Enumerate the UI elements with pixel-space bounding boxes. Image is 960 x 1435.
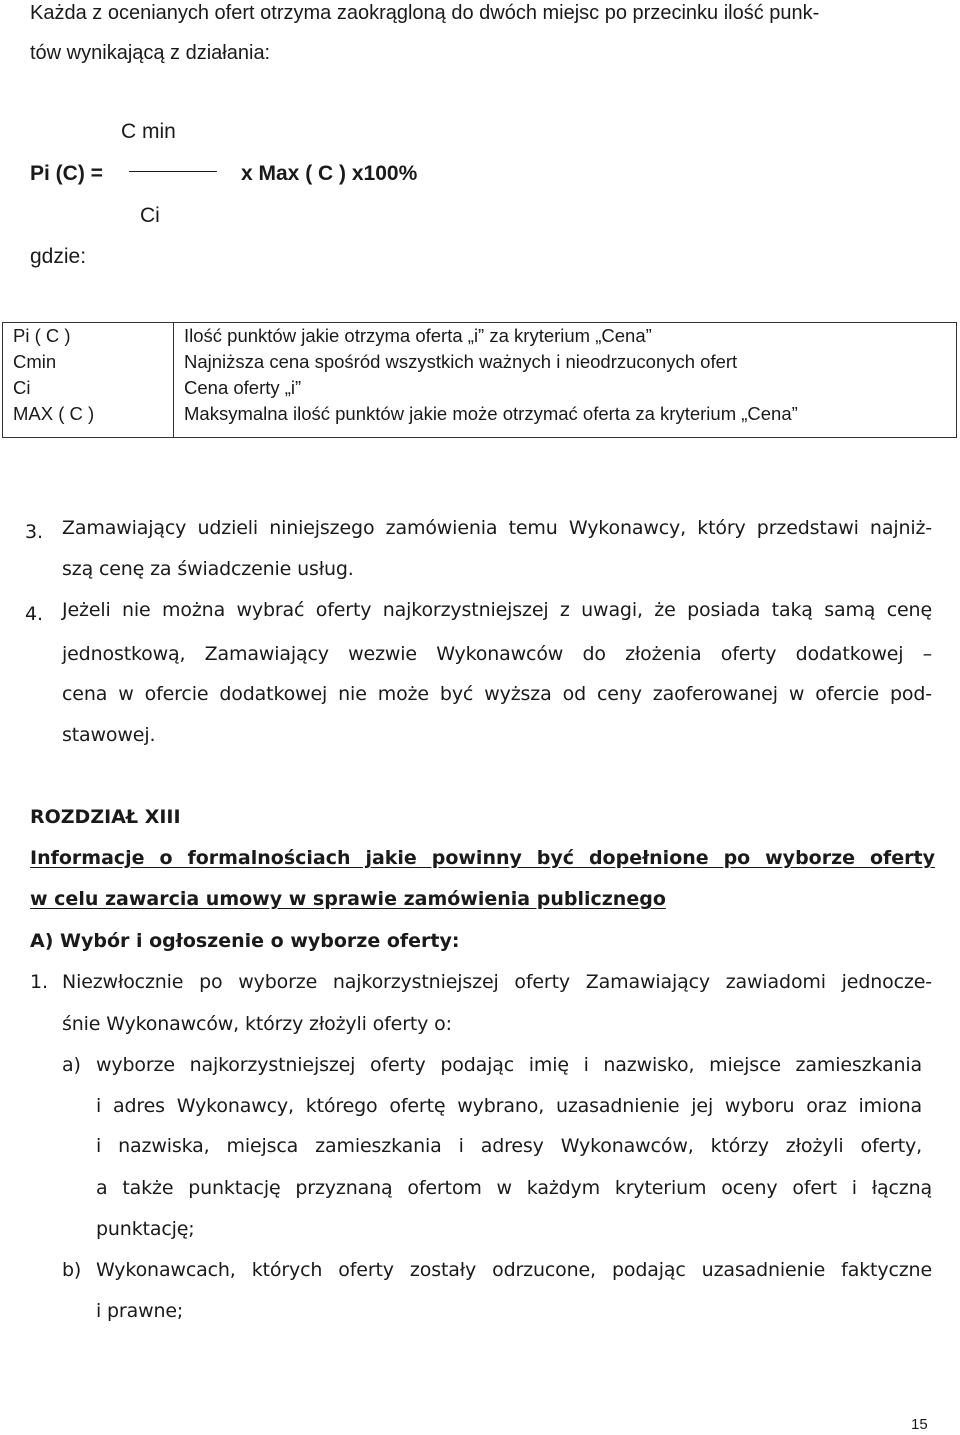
chapter-title: ROZDZIAŁ XIII (30, 806, 181, 828)
chapter-subtitle-line-2: w celu zawarcia umowy w sprawie zamówienia publicznego (30, 888, 666, 910)
chapter-subtitle-line-1: Informacje o formalnościach jakie powinny być dopełnione po wyborze oferty (30, 847, 935, 869)
item-4-line-4: stawowej. (62, 724, 156, 746)
sub-a-line-1: wyborze najkorzystniejszej oferty podając imię i nazwisko, miejsce zamieszkania (96, 1054, 922, 1076)
legend-definition: Najniższa cena spośród wszystkich ważnych i nieodrzuconych ofert (174, 349, 957, 375)
sub-a-line-2: i adres Wykonawcy, którego ofertę wybrano, uzasadnienie jej wyboru oraz imiona (96, 1095, 922, 1117)
legend-symbol: Pi ( C ) (3, 323, 174, 350)
fraction-line (129, 171, 217, 172)
page-number: 15 (911, 1416, 928, 1433)
sub-b-label: b) (62, 1259, 82, 1281)
formula-where: gdzie: (30, 245, 87, 268)
legend-symbol: Cmin (3, 349, 174, 375)
intro-line-2: tów wynikającą z działania: (30, 42, 271, 64)
legend-symbol: MAX ( C ) (3, 401, 174, 438)
item-3-line-1: Zamawiający udzieli niniejszego zamówienia temu Wykonawcy, który przedstawi najniż- (62, 517, 932, 539)
item-3-line-2: szą cenę za świadczenie usług. (62, 558, 354, 580)
point-1-line-1: Niezwłocznie po wyborze najkorzystniejszej oferty Zamawiający zawiadomi jednocze- (62, 971, 932, 993)
item-4-number: 4. (25, 603, 43, 625)
item-4-line-3: cena w ofercie dodatkowej nie może być wyższa od ceny zaoferowanej w ofercie pod- (62, 683, 932, 705)
legend-row (3, 323, 957, 350)
legend-row (3, 349, 957, 375)
legend-table (2, 322, 957, 438)
legend-row (3, 401, 957, 438)
item-3-number: 3. (25, 521, 43, 543)
point-1-number: 1. (30, 971, 48, 993)
item-4-line-2: jednostkową, Zamawiający wezwie Wykonawców do złożenia oferty dodatkowej – (62, 643, 932, 665)
intro-line-1: Każda z ocenianych ofert otrzyma zaokrągloną do dwóch miejsc po przecinku ilość punk- (30, 2, 820, 24)
formula-denominator: Ci (140, 204, 160, 227)
sub-b-line-2: i prawne; (96, 1300, 184, 1322)
item-4-line-1: Jeżeli nie można wybrać oferty najkorzystniejszej z uwagi, że posiada taką samą cenę (62, 599, 932, 621)
legend-definition: Cena oferty „i” (174, 375, 957, 401)
formula-lhs: Pi (C) = (30, 162, 103, 185)
sub-a-line-5: punktację; (96, 1218, 195, 1240)
sub-a-label: a) (62, 1054, 81, 1076)
legend-definition: Ilość punktów jakie otrzyma oferta „i” za kryterium „Cena” (174, 323, 957, 350)
legend-symbol: Ci (3, 375, 174, 401)
section-heading: A) Wybór i ogłoszenie o wyborze oferty: (30, 930, 460, 952)
sub-a-line-4: a także punktację przyznaną ofertom w każdym kryterium oceny ofert i łączną (96, 1177, 932, 1199)
sub-b-line-1: Wykonawcach, których oferty zostały odrzucone, podając uzasadnienie faktyczne (96, 1259, 932, 1281)
legend-row (3, 375, 957, 401)
legend-definition: Maksymalna ilość punktów jakie może otrzymać oferta za kryterium „Cena” (174, 401, 957, 438)
sub-a-line-3: i nazwiska, miejsca zamieszkania i adresy Wykonawców, którzy złożyli oferty, (96, 1135, 922, 1157)
formula-rhs: x Max ( C ) x100% (241, 162, 418, 185)
formula-numerator: C min (121, 120, 176, 143)
point-1-line-2: śnie Wykonawców, którzy złożyli oferty o: (62, 1013, 452, 1035)
